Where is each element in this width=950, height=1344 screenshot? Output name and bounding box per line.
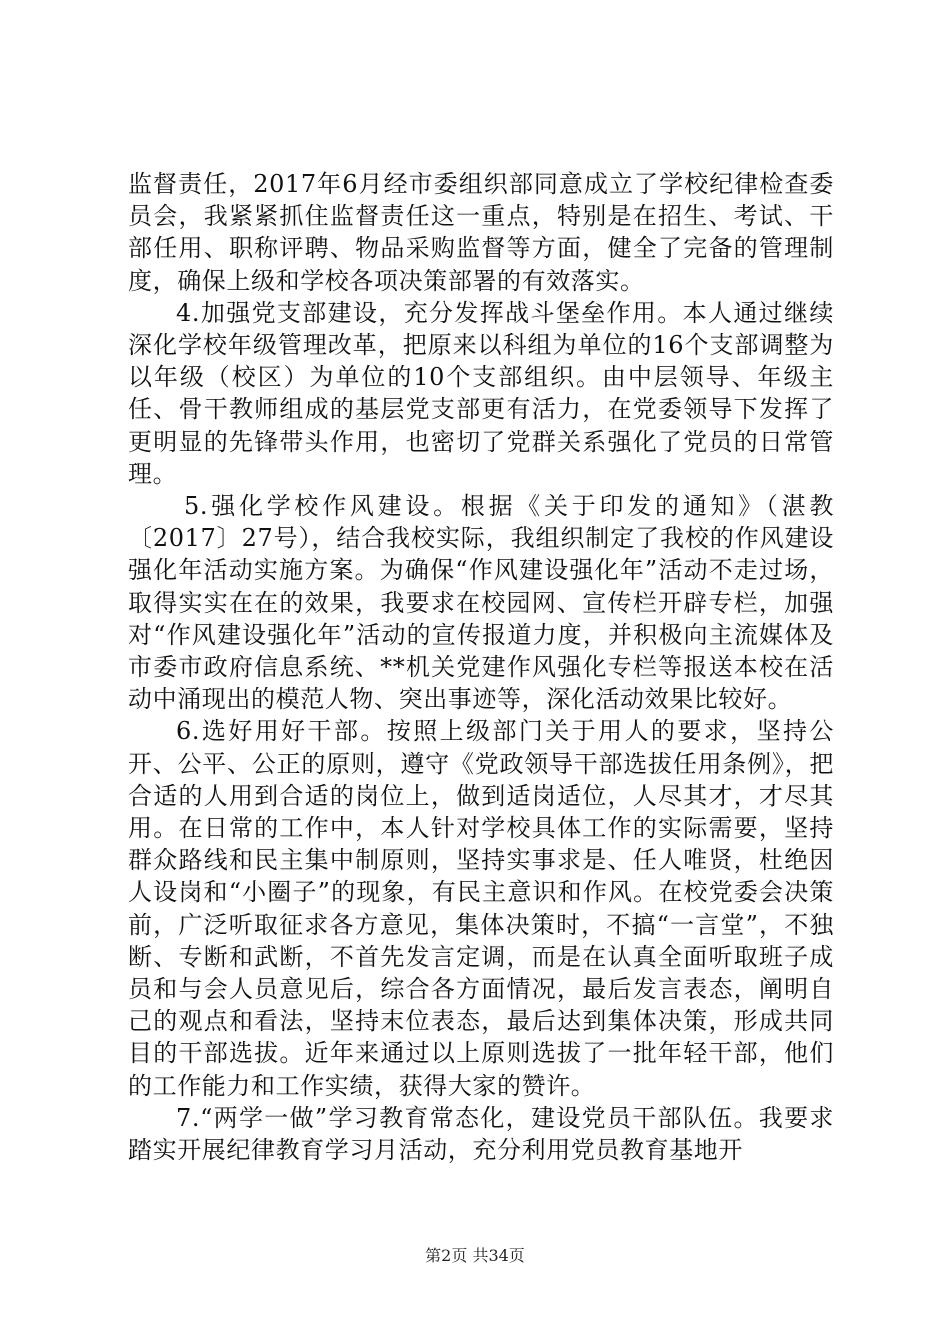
paragraph-study-education: 7.“两学一做”学习教育常态化，建设党员干部队伍。我要求踏实开展纪律教育学习月活动，充分利用党员教育基地开 xyxy=(128,1103,834,1165)
paragraph-party-branch: 4.加强党支部建设，充分发挥战斗堡垒作用。本人通过继续深化学校年级管理改革，把原来以科组为单位的16个支部调整为以年级（校区）为单位的10个支部组织。由中层领导、年级主任、骨干教师组成的基层党支部更有活力，在党委领导下发挥了更明显的先锋带头作用，也密切了党群关系强化了党员的日常管理。 xyxy=(128,298,834,488)
document-body xyxy=(128,168,834,1166)
page-footer: 第2页 共34页 xyxy=(425,1246,525,1265)
paragraph-cadre-selection: 6.选好用好干部。按照上级部门关于用人的要求，坚持公开、公平、公正的原则，遵守《党政领导干部选拔任用条例》，把合适的人用到合适的岗位上，做到适岗适位，人尽其才，才尽其用。在日常的工作中，本人针对学校具体工作的实际需要，坚持群众路线和民主集中制原则，坚持实事求是、任人唯贤，杜绝因人设岗和“小圈子”的现象，有民主意识和作风。在校党委会决策前，广泛听取征求各方意见，集体决策时，不搞“一言堂”，不独断、专断和武断，不首先发言定调，而是在认真全面听取班子成员和与会人员意见后，综合各方面情况，最后发言表态，阐明自己的观点和看法，坚持末位表态，最后达到集体决策，形成共同目的干部选拔。近年来通过以上原则选拔了一批年轻干部，他们的工作能力和工作实绩，获得大家的赞许。 xyxy=(128,717,834,1100)
paragraph-supervision: 监督责任，2017年6月经市委组织部同意成立了学校纪律检查委员会，我紧紧抓住监督责任这一重点，特别是在招生、考试、干部任用、职称评聘、物品采购监督等方面，健全了完备的管理制度，确保上级和学校各项决策部署的有效落实。 xyxy=(128,170,834,295)
paragraph-work-style: 5.强化学校作风建设。根据《关于印发的通知》（湛教〔2017〕27号），结合我校实际，我组织制定了我校的作风建设强化年活动实施方案。为确保“作风建设强化年”活动不走过场，取得实实在在的效果，我要求在校园网、宣传栏开辟专栏，加强对“作风建设强化年”活动的宣传报道力度，并积极向主流媒体及市委市政府信息系统、**机关党建作风强化专栏等报送本校在活动中涌现出的模范人物、突出事迹等，深化活动效果比较好。 xyxy=(128,492,834,714)
